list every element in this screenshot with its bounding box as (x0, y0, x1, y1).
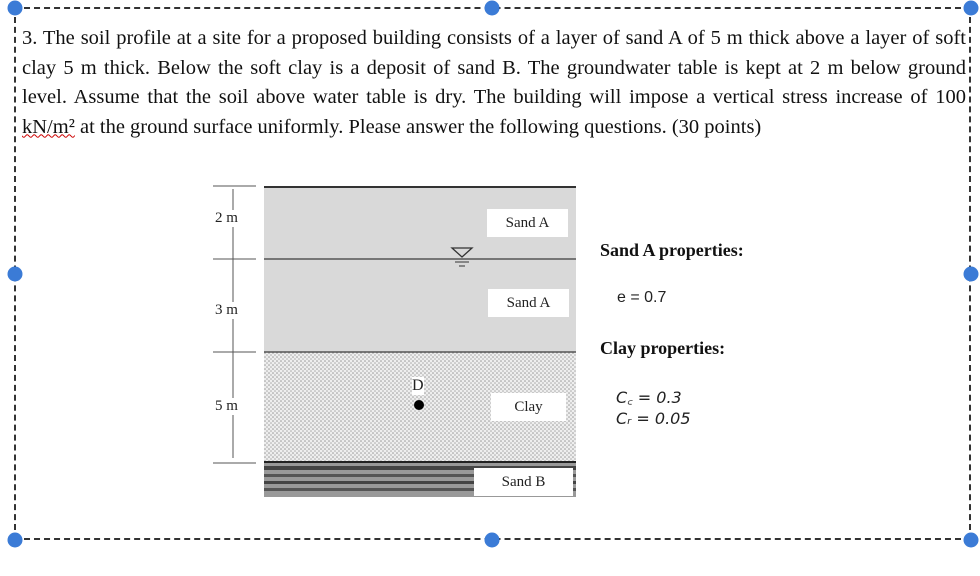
clay-cr: Cᵣ = 0.05 (616, 409, 691, 428)
label-sand-a-top: Sand A (487, 209, 568, 237)
question-part2: at the ground surface uniformly. Please answer the following questions. (30 points) (74, 115, 762, 138)
point-d-marker (414, 400, 424, 410)
sand-a-void-ratio: e = 0.7 (617, 289, 667, 306)
question-part1: 3. The soil profile at a site for a proposed building consists of a layer of sand A of 5 m thick above a layer of soft clay 5 m thick. Below the soft clay is a deposit of sand B. The groundwater table is kept at 2 m below ground level. Assume that the soil above water table is dry. The building will impose a vertical stress increase of 100 (22, 27, 966, 108)
sand-a-properties-title: Sand A properties: (600, 240, 744, 260)
label-clay: Clay (491, 393, 566, 421)
dim-3m: 3 m (215, 302, 238, 318)
label-sand-b: Sand B (474, 468, 573, 496)
dimension-lines (213, 186, 256, 463)
dim-2m: 2 m (215, 210, 238, 226)
stress-unit: kN/m² (22, 115, 75, 138)
label-sand-a-bottom: Sand A (488, 289, 569, 317)
clay-properties-title: Clay properties: (600, 338, 726, 358)
dim-5m: 5 m (215, 398, 238, 414)
clay-cc: C꜀ = 0.3 (616, 388, 682, 407)
point-d-label: D (412, 377, 424, 394)
